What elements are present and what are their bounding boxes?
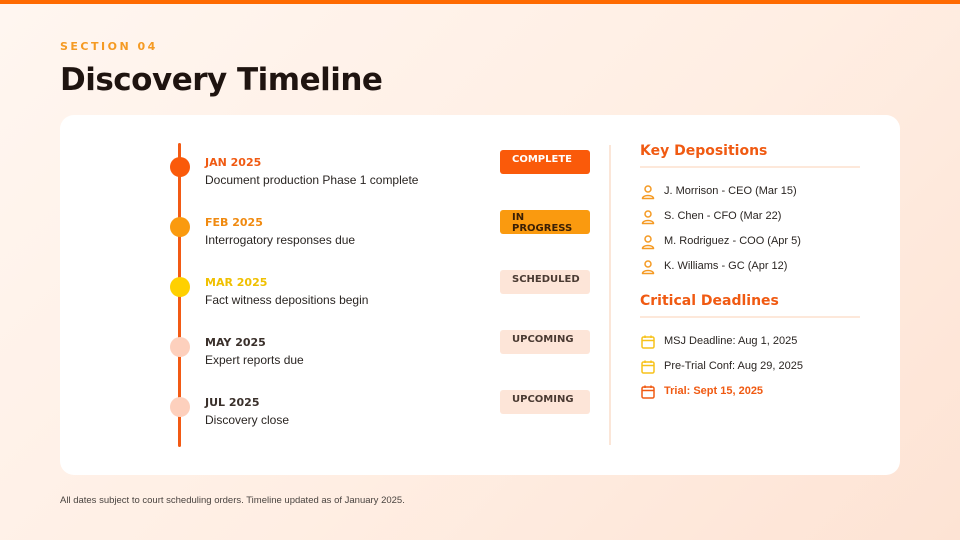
deposition-text: K. Williams - GC (Apr 12): [664, 260, 788, 272]
section-label: SECTION 04: [60, 40, 158, 53]
deposition-text: J. Morrison - CEO (Mar 15): [664, 185, 797, 197]
deadline-text-trial: Trial: Sept 15, 2025: [664, 385, 764, 397]
calendar-icon: [640, 359, 656, 375]
status-badge: SCHEDULED: [500, 270, 590, 294]
timeline-item-feb: [60, 212, 600, 255]
top-accent-bar: [0, 0, 960, 4]
deposition-item: [640, 259, 870, 277]
person-icon: [640, 209, 656, 225]
timeline-item-mar: [60, 275, 600, 315]
timeline-dot: [170, 157, 190, 177]
timeline-month: MAY 2025: [205, 336, 266, 349]
timeline-month: JUL 2025: [205, 396, 260, 409]
timeline-description: Fact witness depositions begin: [205, 293, 369, 307]
deadline-item: [640, 334, 870, 352]
deposition-item: [640, 234, 870, 252]
timeline-description: Discovery close: [205, 413, 290, 427]
deadline-item: [640, 359, 870, 377]
status-badge: UPCOMING: [500, 390, 590, 414]
timeline-dot: [170, 217, 190, 237]
timeline-item-jan: [60, 155, 600, 195]
timeline-description: Interrogatory responses due: [205, 233, 356, 247]
deadline-text: Pre-Trial Conf: Aug 29, 2025: [664, 360, 804, 372]
timeline-dot: [170, 277, 190, 297]
deadline-item: [640, 384, 870, 402]
deadlines-rule: [640, 316, 860, 318]
calendar-icon: [640, 384, 656, 400]
timeline-month: FEB 2025: [205, 216, 263, 229]
page-title: Discovery Timeline: [60, 62, 383, 98]
footnote: All dates subject to court scheduling orders. Timeline updated as of January 2025.: [60, 495, 405, 506]
status-badge: IN PROGRESS: [500, 210, 590, 234]
status-badge: UPCOMING: [500, 330, 590, 354]
timeline-month: JAN 2025: [205, 156, 262, 169]
calendar-icon: [640, 334, 656, 350]
timeline-description: Expert reports due: [205, 353, 304, 367]
deposition-item: [640, 184, 870, 202]
deadline-text: MSJ Deadline: Aug 1, 2025: [664, 335, 798, 347]
depositions-heading: Key Depositions: [640, 143, 768, 159]
depositions-rule: [640, 166, 860, 168]
content-card: [60, 115, 900, 475]
deposition-text: S. Chen - CFO (Mar 22): [664, 210, 782, 222]
timeline-dot: [170, 337, 190, 357]
timeline-dot: [170, 397, 190, 417]
timeline-description: Document production Phase 1 complete: [205, 173, 419, 187]
person-icon: [640, 234, 656, 250]
timeline-item-jul: [60, 395, 600, 435]
person-icon: [640, 184, 656, 200]
deposition-item: [640, 209, 870, 227]
deadlines-heading: Critical Deadlines: [640, 293, 779, 309]
deposition-text: M. Rodriguez - COO (Apr 5): [664, 235, 801, 247]
column-divider: [609, 145, 611, 445]
person-icon: [640, 259, 656, 275]
timeline-item-may: [60, 335, 600, 375]
status-badge: COMPLETE: [500, 150, 590, 174]
timeline-month: MAR 2025: [205, 276, 268, 289]
